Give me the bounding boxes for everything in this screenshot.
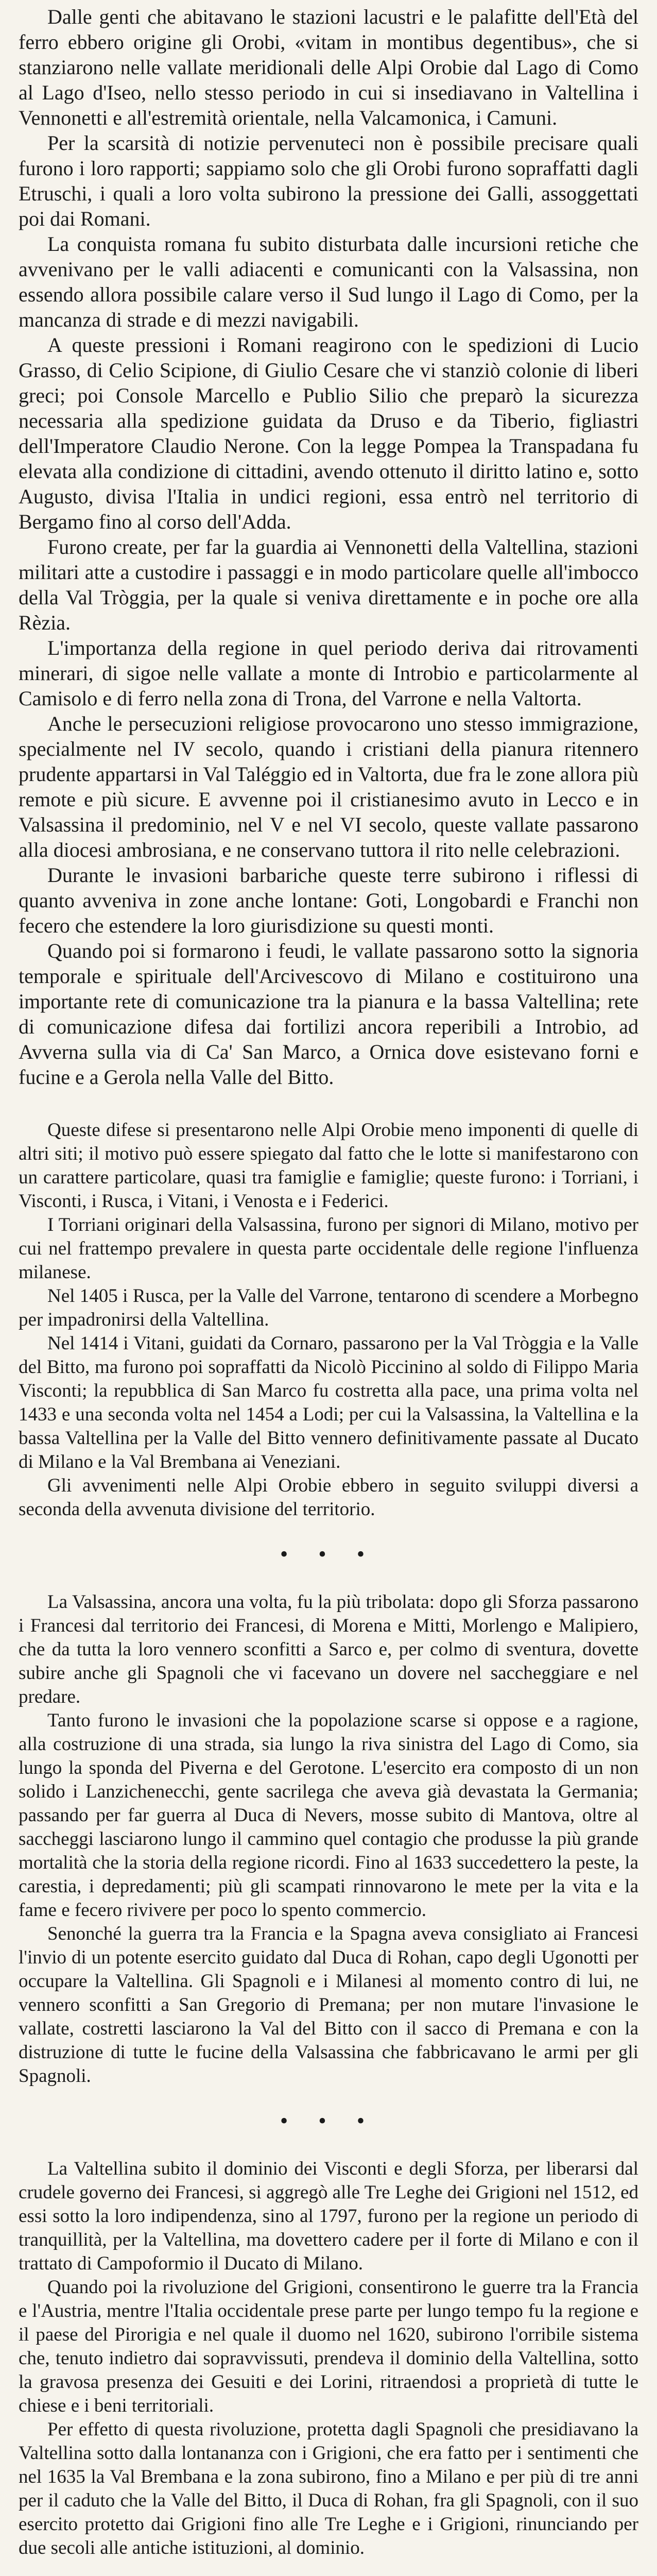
historical-narrative — [19, 4, 638, 1090]
history-paragraph: La Valsassina, ancora una volta, fu la più tribolata: dopo gli Sforza passarono i Francesi dal territorio dei Francesi, di Morena e Mitti, Morlengo e Malipiero, che da tutta la loro vennero sconfitti a Sarco e, per colmo di sventura, dovette subire anche gli Spagnoli che vi facevano un dovere nel saccheggiare e nel predare. — [19, 1591, 638, 1707]
history-paragraph: Gli avvenimenti nelle Alpi Orobie ebbero in seguito sviluppi diversi a seconda della avvenuta divisione del territorio. — [19, 1475, 638, 1520]
section-separator: • • • — [280, 2108, 377, 2133]
spacer — [19, 1090, 638, 1118]
section-separator: • • • — [280, 1541, 377, 1567]
history-paragraph: Dalle genti che abitavano le stazioni lacustri e le palafitte dell'Età del ferro ebbero origine gli Orobi, «vitam in montibus degentibus», che si stanziarono nelle vallate meridionali delle Alpi Orobie dal Lago di Como al Lago d'Iseo, nello stesso periodo in cui si insediavano in Valtellina i Vennonetti e all'estremità orientale, nella Valcamonica, i Camuni. — [19, 5, 638, 129]
history-paragraph: I Torriani originari della Valsassina, furono per signori di Milano, motivo per cui nel frattempo prevalere in questa parte occidentale delle regione l'influenza milanese. — [19, 1214, 638, 1283]
historical-narrative-part-4 — [19, 2157, 638, 2560]
history-paragraph: A queste pressioni i Romani reagirono con le spedizioni di Lucio Grasso, di Celio Scipione, di Giulio Cesare che vi stanziò colonie di liberi greci; poi Console Marcello e Publio Silio che preparò la sicurezza necessaria alla spedizione guidata da Druso e da Tiberio, figliastri dell'Imperatore Claudio Nerone. Con la legge Pompea la Transpadana fu elevata alla condizione di cittadini, avendo ottenuto il diritto latino e, sotto Augusto, divisa l'Italia in undici regioni, essa entrò nel territorio di Bergamo fino al corso dell'Adda. — [19, 333, 638, 533]
historical-narrative-part-2 — [19, 1118, 638, 1521]
history-paragraph: Tanto furono le invasioni che la popolazione scarse si oppose e a ragione, alla costruzione di una strada, sia lungo la riva sinistra del Lago di Como, sia lungo la sponda del Piverna e del Gerotone. L'esercito era composto di un non solido i Lanzichenecchi, gente sacrilega che aveva già devastata la Germania; passando per far guerra al Duca di Nevers, mosse subito di Mantova, oltre al saccheggi lasciarono lungo il cammino quel contagio che produsse la più grande mortalità che la storia della regione ricordi. Fino al 1633 succedettero la peste, la carestia, i depredamenti; più gli scampati rinnovarono le mete per la vita e la fame e fecero rivivere per poco lo spento commercio. — [19, 1710, 638, 1921]
history-paragraph: La conquista romana fu subito disturbata dalle incursioni retiche che avvenivano per le valli adiacenti e comunicanti con la Valsassina, non essendo allora possibile calare verso il Sud lungo il Lago di Como, per la mancanza di strade e di mezzi navigabili. — [19, 232, 638, 331]
history-paragraph: L'importanza della regione in quel periodo deriva dai ritrovamenti minerari, di sigoe nelle vallate a monte di Introbio e particolarmente al Camisolo e di ferro nella zona di Trona, del Varrone e nella Valtorta. — [19, 636, 638, 710]
history-paragraph: Quando poi la rivoluzione del Grigioni, consentirono le guerre tra la Francia e l'Austria, mentre l'Italia occidentale prese parte per lungo tempo fu la regione e il paese del Pirorigia e nel quale il duomo nel 1620, subirono l'orribile sistema che, tenuto indietro dai sopravvissuti, prendeva il dominio della Valtellina, sotto la gravosa presenza dei Gesuiti e dei Lorini, ritraendosi a proprietà di tutte le chiese e i beni territoriali. — [19, 2277, 638, 2416]
history-paragraph: Furono create, per far la guardia ai Vennonetti della Valtellina, stazioni militari atte a custodire i passaggi e in modo particolare quelle all'imbocco della Val Tròggia, per la quale si veniva direttamente e in poche ore alla Rèzia. — [19, 535, 638, 634]
history-paragraph: Per la scarsità di notizie pervenuteci non è possibile precisare quali furono i loro rapporti; sappiamo solo che gli Orobi furono sopraffatti dagli Etruschi, i quali a loro volta subirono la pressione dei Galli, assoggettati poi dai Romani. — [19, 131, 638, 230]
text-column — [19, 4, 638, 2576]
history-paragraph: Per effetto di questa rivoluzione, protetta dagli Spagnoli che presidiavano la Valtellina sotto dalla lontananza con i Grigioni, che era fatto per i sentimenti che nel 1635 la Val Brembana e la zona subirono, fino a Milano e per più di tre anni per il caduto che la Valle del Bitto, il Duca di Rohan, fra gli Spagnoli, con il suo esercito protetto dai Grigioni fino alle Tre Leghe e i Grigioni, rinunciando per due secoli alle antiche istituzioni, al dominio. — [19, 2419, 638, 2558]
history-paragraph: Nel 1414 i Vitani, guidati da Cornaro, passarono per la Val Tròggia e la Valle del Bitto, ma furono poi sopraffatti da Nicolò Piccinino al soldo di Filippo Maria Visconti; la repubblica di San Marco fu costretta alla pace, una prima volta nel 1433 e una seconda volta nel 1454 a Lodi; per cui la Valsassina, la Valtellina e la bassa Valtellina per la Valle del Bitto vennero definitivamente passate al Ducato di Milano e la Val Brembana ai Veneziani. — [19, 1333, 638, 1472]
history-paragraph: Queste difese si presentarono nelle Alpi Orobie meno imponenti di quelle di altri siti; il motivo può essere spiegato dal fatto che le lotte si manifestarono con un carattere particolare, quasi tra famiglie e famiglie; queste furono: i Torriani, i Visconti, i Rusca, i Vitani, i Venosta e i Federici. — [19, 1120, 638, 1212]
historical-narrative-part-3 — [19, 1590, 638, 2088]
history-paragraph: Anche le persecuzioni religiose provocarono uno stesso immigrazione, specialmente nel IV secolo, quando i cristiani della pianura ritennero prudente appartarsi in Val Taléggio ed in Valtorta, due fra le zone allora più remote e più sicure. E avvenne poi il cristianesimo avuto in Lecco e in Valsassina il predominio, nel V e nel VI secolo, queste vallate passarono alla diocesi ambrosiana, e ne conservano tuttora il rito nelle celebrazioni. — [19, 712, 638, 861]
history-paragraph: Durante le invasioni barbariche queste terre subirono i riflessi di quanto avveniva in zone anche lontane: Goti, Longobardi e Franchi non fecero che estendere la loro giurisdizione su questi monti. — [19, 863, 638, 937]
history-paragraph: La Valtellina subito il dominio dei Visconti e degli Sforza, per liberarsi dal crudele governo dei Francesi, si aggregò alle Tre Leghe dei Grigioni nel 1512, ed essi sotto la loro indipendenza, sino al 1797, furono per la regione un periodo di tranquillità, per la Valtellina, ma dovettero cadere per il forte di Milano e con il trattato di Campoformio il Ducato di Milano. — [19, 2158, 638, 2274]
history-paragraph: Quando poi si formarono i feudi, le vallate passarono sotto la signoria temporale e spirituale dell'Arcivescovo di Milano e costituirono una importante rete di comunicazione tra la pianura e la bassa Valtellina; rete di comunicazione difesa dai fortilizi ancora reperibili a Introbio, ad Avverna sulla via di Ca' San Marco, a Ornica dove esistevano forni e fucine e a Gerola nella Valle del Bitto. — [19, 939, 638, 1089]
history-paragraph: Senonché la guerra tra la Francia e la Spagna aveva consigliato ai Francesi l'invio di un potente esercito guidato dal Duca di Rohan, capo degli Ugonotti per occupare la Valtellina. Gli Spagnoli e i Milanesi al momento contro di lui, ne vennero sconfitti a San Gregorio di Premana; per non mutare l'invasione le vallate, costretti lasciarono la Val del Bitto con il sacco di Premana e con la distruzione di tutte le fucine della Valsassina che fabbricavano le armi per gli Spagnoli. — [19, 1923, 638, 2087]
history-paragraph: Nel 1405 i Rusca, per la Valle del Varrone, tentarono di scendere a Morbegno per impadronirsi della Valtellina. — [19, 1285, 638, 1330]
